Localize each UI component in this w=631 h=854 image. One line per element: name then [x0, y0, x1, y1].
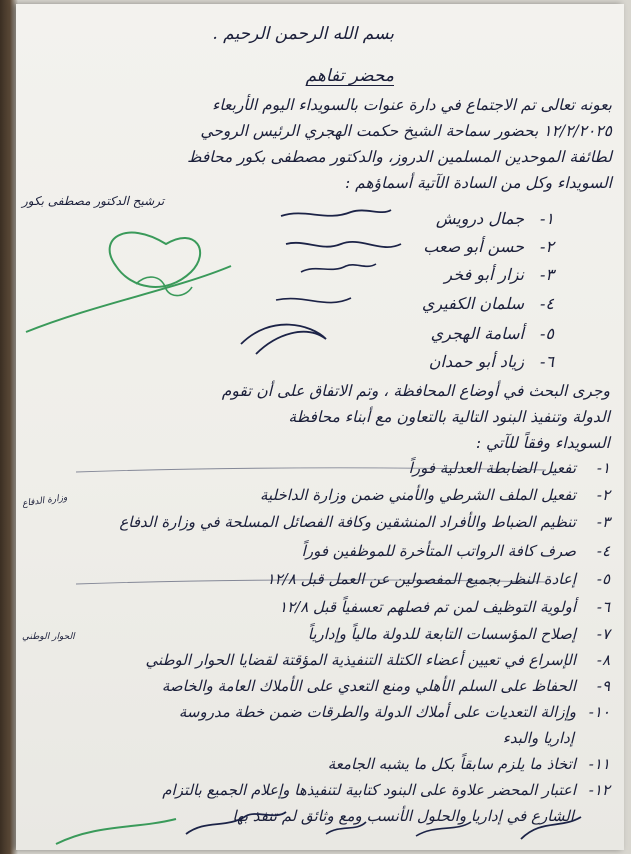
attendee-name: جمال درويش: [435, 209, 524, 228]
item-number: ٥-: [596, 570, 610, 588]
attendee-row: [429, 352, 554, 371]
agreement-item: [279, 598, 610, 616]
attendee-signature-2: [286, 242, 401, 247]
attendee-signature-3: [301, 264, 376, 272]
green-scribble: [136, 277, 192, 296]
attendee-row: [423, 237, 554, 256]
item-text: وإزالة التعديات على أملاك الدولة والطرقات ضمن خطة مدروسة: [178, 703, 576, 721]
item-number: ١٠-: [588, 703, 610, 721]
attendee-signature-5: [241, 325, 326, 354]
attendee-row: [431, 324, 554, 343]
agreement-paragraph-line: السويداء وفقاً للآتي :: [475, 434, 610, 452]
item-number: ٢-: [596, 486, 610, 504]
item-number: ٣-: [596, 513, 610, 531]
agreement-item: [162, 677, 610, 695]
green-stroke-signature: [26, 266, 231, 332]
item-text: إصلاح المؤسسات التابعة للدولة مالياً وإدارياً: [307, 625, 576, 643]
attendee-row: [422, 294, 554, 313]
item-number: ١-: [596, 459, 610, 477]
attendee-name: نزار أبو فخر: [444, 265, 524, 284]
attendee-number: ٣-: [540, 265, 554, 284]
side-annotation: الحوار الوطني: [22, 632, 75, 642]
attendee-signature-4: [276, 298, 351, 303]
item-number: ٨-: [596, 651, 610, 669]
attendee-name: زياد أبو حمدان: [428, 352, 524, 371]
agreement-item: [328, 755, 610, 773]
item-number: ٧-: [596, 625, 610, 643]
document-title: محضر تفاهم: [305, 66, 394, 86]
item-text: تفعيل الضابطة العدلية فوراً: [408, 459, 576, 477]
intro-line: لطائفة الموحدين المسلمين الدروز، والدكتور مصطفى بكور محافظ: [187, 148, 612, 166]
attendee-number: ٤-: [540, 294, 554, 313]
basmala-heading: بسم الله الرحمن الرحيم .: [212, 24, 394, 44]
item-text: صرف كافة الرواتب المتأخرة للموظفين فوراً: [301, 542, 576, 560]
item-number: ٤-: [596, 542, 610, 560]
attendee-number: ٥-: [540, 324, 554, 343]
intro-line: بعونه تعالى تم الاجتماع في دارة عنوات بالسويداء اليوم الأربعاء: [212, 96, 612, 114]
intro-line: ١٢/٢/٢٠٢٥ بحضور سماحة الشيخ حكمت الهجري الرئيس الروحي: [200, 122, 612, 140]
agreement-item-continuation: إداريا والبدء: [502, 729, 574, 747]
attendee-signature-1: [281, 210, 391, 216]
attendee-number: ١-: [540, 209, 554, 228]
agreement-item: [162, 781, 610, 799]
agreement-paragraph-line: الدولة وتنفيذ البنود التالية بالتعاون مع أبناء محافظة: [288, 408, 610, 426]
attendee-name: سلمان الكفيري: [421, 294, 524, 313]
green-heart-signature: [110, 233, 200, 287]
intro-line: السويداء وكل من السادة الآتية أسماؤهم :: [344, 174, 612, 192]
item-text: أولوية التوظيف لمن تم فصلهم تعسفياً قبل ١٢/٨: [279, 598, 576, 616]
handwritten-document-page: [16, 4, 624, 850]
agreement-item: [146, 651, 610, 669]
agreement-paragraph-line: وجرى البحث في أوضاع المحافظة ، وتم الاتفاق على أن تقوم: [221, 382, 610, 400]
attendee-number: ٢-: [540, 237, 554, 256]
agreement-item: [119, 513, 610, 531]
item-number: ١٢-: [588, 781, 610, 799]
item-text: اعتبار المحضر علاوة على البنود كتابية لتنفيذها وإعلام الجميع بالتزام: [162, 781, 576, 799]
agreement-item: [302, 542, 610, 560]
agreement-item: [179, 703, 610, 721]
item-number: ٩-: [596, 677, 610, 695]
bottom-signature-1: [56, 819, 176, 844]
item-number: ١١-: [588, 755, 610, 773]
agreement-item-continuation: الشارع في إداريا والحلول الأنسب ومع وثائق لم تنفذ بها: [232, 807, 574, 825]
attendee-row: [436, 209, 554, 228]
attendee-name: حسن أبو صعب: [423, 237, 524, 256]
attendee-name: أسامة الهجري: [430, 324, 524, 343]
agreement-item: [409, 459, 610, 477]
item-text: تنظيم الضباط والأفراد المنشقين وكافة الفصائل المسلحة في وزارة الدفاع: [119, 513, 576, 531]
margin-note: ترشيح الدكتور مصطفى بكور: [22, 194, 165, 208]
item-text: الإسراع في تعيين أعضاء الكتلة التنفيذية المؤقتة لقضايا الحوار الوطني: [145, 651, 576, 669]
item-number: ٦-: [596, 598, 610, 616]
agreement-item: [308, 625, 610, 643]
attendee-row: [444, 265, 554, 284]
agreement-item: [267, 570, 610, 588]
attendee-number: ٦-: [540, 352, 554, 371]
item-text: الحفاظ على السلم الأهلي ومنع التعدي على الأملاك العامة والخاصة: [161, 677, 576, 695]
agreement-item: [260, 486, 610, 504]
item-text: اتخاذ ما يلزم سابقاً بكل ما يشبه الجامعة: [327, 755, 576, 773]
item-text: تفعيل الملف الشرطي والأمني ضمن وزارة الداخلية: [259, 486, 576, 504]
side-annotation: وزارة الدفاع: [21, 492, 68, 510]
item-text: إعادة النظر بجميع المفصولين عن العمل قبل ١٢/٨: [266, 570, 576, 588]
